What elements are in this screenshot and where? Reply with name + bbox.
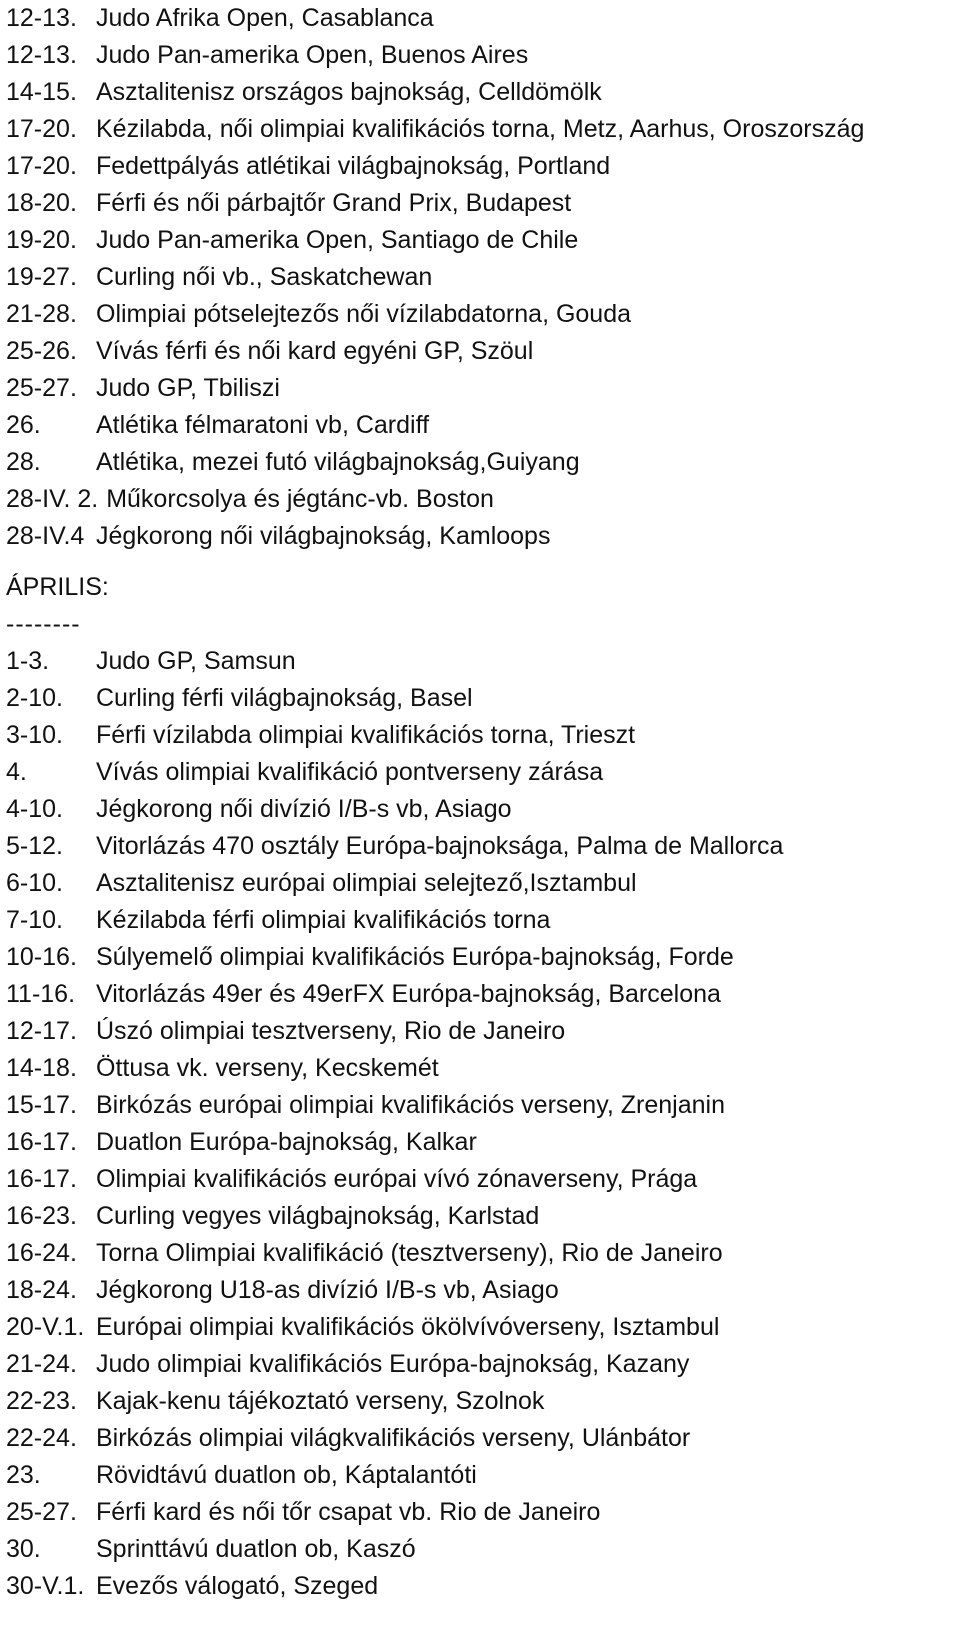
event-row (6, 259, 956, 296)
event-title: Atlétika félmaratoni vb, Cardiff (96, 411, 430, 439)
event-title: Kézilabda férfi olimpiai kvalifikációs torna (96, 906, 551, 934)
event-row (6, 717, 956, 754)
event-title: Vitorlázás 49er és 49erFX Európa-bajnokság, Barcelona (96, 980, 721, 1008)
event-row (6, 1383, 956, 1420)
event-row (6, 1568, 956, 1605)
document-body (6, 0, 956, 1605)
event-row (6, 407, 956, 444)
event-row (6, 111, 956, 148)
event-date: 17-20. (6, 115, 77, 143)
event-date: 14-18. (6, 1054, 77, 1082)
event-date: 16-24. (6, 1239, 77, 1267)
event-row (6, 1309, 956, 1346)
event-title: Olimpiai pótselejtezős női vízilabdatorna, Gouda (96, 300, 632, 328)
event-row (6, 1198, 956, 1235)
event-row (6, 902, 956, 939)
event-date: 30. (6, 1535, 41, 1563)
event-row (6, 1346, 956, 1383)
event-date: 18-20. (6, 189, 77, 217)
event-date: 16-17. (6, 1128, 77, 1156)
event-date: 28-IV. 2. (6, 485, 99, 513)
event-date: 21-28. (6, 300, 77, 328)
event-date: 4. (6, 758, 27, 786)
april-heading: ÁPRILIS: (6, 573, 109, 601)
april-divider: -------- (6, 610, 81, 638)
event-date: 2-10. (6, 684, 63, 712)
event-title: Atlétika, mezei futó világbajnokság,Guiyang (96, 448, 580, 476)
event-date: 16-23. (6, 1202, 77, 1230)
event-title: Jégkorong női divízió I/B-s vb, Asiago (96, 795, 512, 823)
event-date: 25-26. (6, 337, 77, 365)
event-date: 6-10. (6, 869, 63, 897)
event-title: Curling férfi világbajnokság, Basel (96, 684, 473, 712)
event-date: 25-27. (6, 374, 77, 402)
event-date: 26. (6, 411, 41, 439)
event-date: 25-27. (6, 1498, 77, 1526)
event-title: Kézilabda, női olimpiai kvalifikációs torna, Metz, Aarhus, Oroszország (96, 115, 865, 143)
event-row (6, 333, 956, 370)
event-title: Sprinttávú duatlon ob, Kaszó (96, 1535, 416, 1563)
event-date: 28. (6, 448, 41, 476)
event-title: Judo Pan-amerika Open, Buenos Aires (96, 41, 529, 69)
event-date: 21-24. (6, 1350, 77, 1378)
event-row (6, 518, 956, 555)
event-title: Olimpiai kvalifikációs európai vívó zónaverseny, Prága (96, 1165, 698, 1193)
event-title: Fedettpályás atlétikai világbajnokság, Portland (96, 152, 611, 180)
event-row (6, 680, 956, 717)
event-row (6, 1235, 956, 1272)
event-title: Európai olimpiai kvalifikációs ökölvívóverseny, Isztambul (96, 1313, 720, 1341)
event-date: 18-24. (6, 1276, 77, 1304)
event-title: Torna Olimpiai kvalifikáció (tesztverseny), Rio de Janeiro (96, 1239, 723, 1267)
event-title: Birkózás európai olimpiai kvalifikációs verseny, Zrenjanin (96, 1091, 725, 1119)
event-row (6, 1272, 956, 1309)
event-title: Birkózás olimpiai világkvalifikációs verseny, Ulánbátor (96, 1424, 691, 1452)
event-date: 7-10. (6, 906, 63, 934)
event-title: Curling női vb., Saskatchewan (96, 263, 433, 291)
event-date: 30-V.1. (6, 1572, 85, 1600)
event-title: Férfi és női párbajtőr Grand Prix, Budapest (96, 189, 572, 217)
event-row (6, 1087, 956, 1124)
event-title: Judo GP, Tbiliszi (96, 374, 280, 402)
event-title: Jégkorong U18-as divízió I/B-s vb, Asiago (96, 1276, 559, 1304)
event-date: 5-12. (6, 832, 63, 860)
event-date: 22-23. (6, 1387, 77, 1415)
event-date: 3-10. (6, 721, 63, 749)
event-date: 15-17. (6, 1091, 77, 1119)
event-date: 11-16. (6, 980, 76, 1008)
event-row (6, 296, 956, 333)
event-title: Vívás férfi és női kard egyéni GP, Szöul (96, 337, 534, 365)
event-row (6, 754, 956, 791)
april-event-list (6, 643, 956, 1605)
event-date: 19-20. (6, 226, 77, 254)
event-title: Duatlon Európa-bajnokság, Kalkar (96, 1128, 477, 1156)
event-row (6, 1420, 956, 1457)
event-date: 12-13. (6, 4, 77, 32)
event-row (6, 1161, 956, 1198)
event-row (6, 185, 956, 222)
event-row (6, 828, 956, 865)
event-row (6, 976, 956, 1013)
event-date: 20-V.1. (6, 1313, 85, 1341)
event-title: Vívás olimpiai kvalifikáció pontverseny zárása (96, 758, 604, 786)
event-row (6, 370, 956, 407)
event-date: 19-27. (6, 263, 77, 291)
event-title: Judo olimpiai kvalifikációs Európa-bajnokság, Kazany (96, 1350, 690, 1378)
event-title: Judo GP, Samsun (96, 647, 296, 675)
event-row (6, 865, 956, 902)
event-row (6, 1457, 956, 1494)
event-title: Úszó olimpiai tesztverseny, Rio de Janeiro (96, 1017, 566, 1045)
march-event-list (6, 0, 956, 555)
event-date: 16-17. (6, 1165, 77, 1193)
event-row (6, 791, 956, 828)
event-title: Jégkorong női világbajnokság, Kamloops (96, 522, 551, 550)
event-title: Súlyemelő olimpiai kvalifikációs Európa-bajnokság, Forde (96, 943, 734, 971)
event-row (6, 148, 956, 185)
event-title: Vitorlázás 470 osztály Európa-bajnoksága, Palma de Mallorca (96, 832, 784, 860)
event-date: 10-16. (6, 943, 77, 971)
event-date: 4-10. (6, 795, 63, 823)
event-title: Curling vegyes világbajnokság, Karlstad (96, 1202, 540, 1230)
event-row (6, 0, 956, 37)
event-row (6, 222, 956, 259)
event-row (6, 1013, 956, 1050)
event-row (6, 1124, 956, 1161)
event-row (6, 481, 956, 518)
event-row (6, 1050, 956, 1087)
event-title: Asztalitenisz európai olimpiai selejtező,Isztambul (96, 869, 637, 897)
event-date: 22-24. (6, 1424, 77, 1452)
event-title: Férfi kard és női tőr csapat vb. Rio de Janeiro (96, 1498, 601, 1526)
event-title: Rövidtávú duatlon ob, Káptalantóti (96, 1461, 477, 1489)
event-row (6, 37, 956, 74)
event-row (6, 444, 956, 481)
event-title: Műkorcsolya és jégtánc-vb. Boston (106, 485, 494, 513)
event-row (6, 643, 956, 680)
event-row (6, 939, 956, 976)
event-title: Öttusa vk. verseny, Kecskemét (96, 1054, 439, 1082)
event-title: Asztalitenisz országos bajnokság, Celldömölk (96, 78, 602, 106)
event-title: Judo Pan-amerika Open, Santiago de Chile (96, 226, 579, 254)
event-title: Kajak-kenu tájékoztató verseny, Szolnok (96, 1387, 545, 1415)
event-title: Judo Afrika Open, Casablanca (96, 4, 434, 32)
event-date: 14-15. (6, 78, 77, 106)
event-row (6, 1531, 956, 1568)
event-date: 1-3. (6, 647, 50, 675)
event-title: Férfi vízilabda olimpiai kvalifikációs torna, Trieszt (96, 721, 636, 749)
event-title: Evezős válogató, Szeged (96, 1572, 379, 1600)
event-date: 12-13. (6, 41, 77, 69)
event-row (6, 1494, 956, 1531)
event-date: 17-20. (6, 152, 77, 180)
event-row (6, 74, 956, 111)
event-date: 23. (6, 1461, 41, 1489)
event-date: 28-IV.4 (6, 522, 85, 550)
event-date: 12-17. (6, 1017, 77, 1045)
